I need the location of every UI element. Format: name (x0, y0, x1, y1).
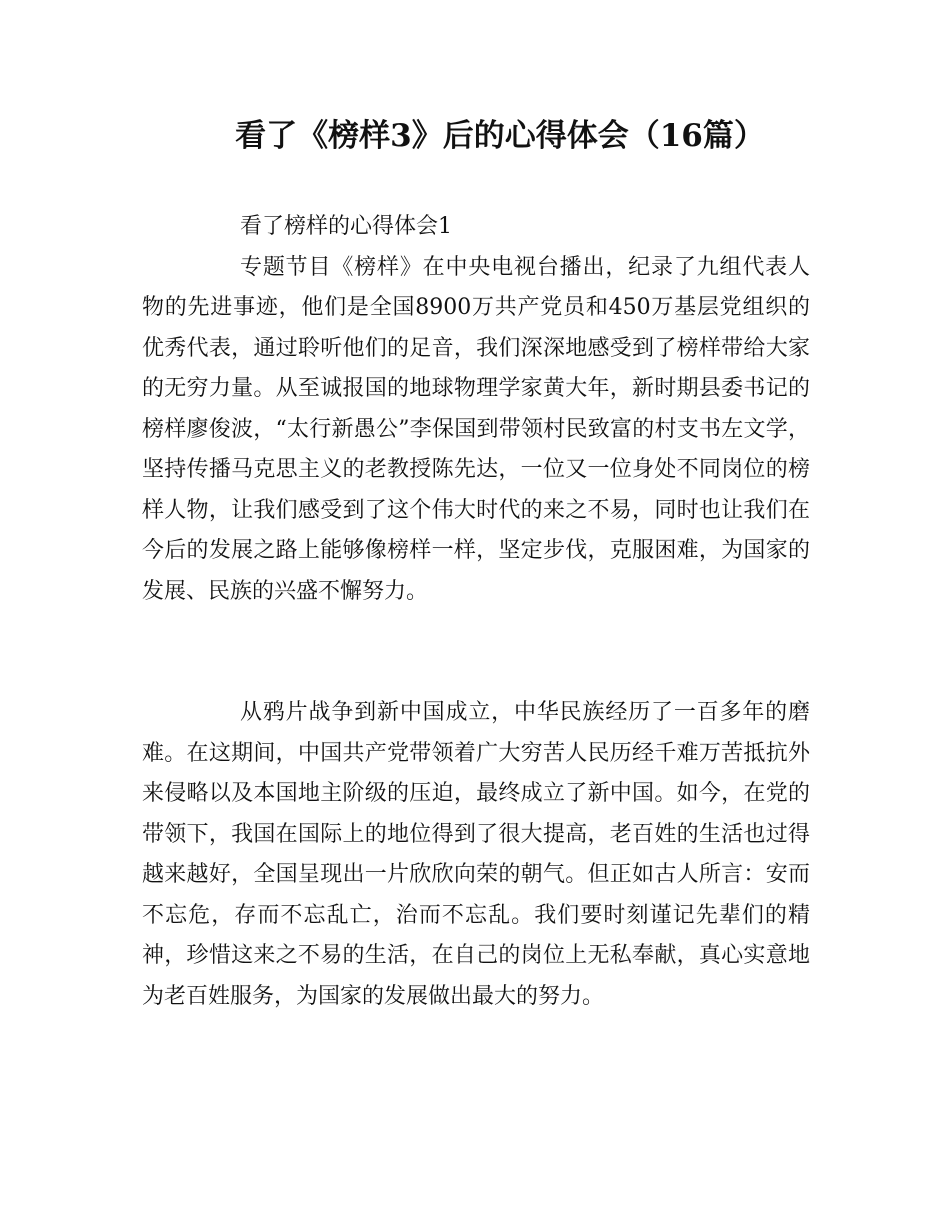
paragraph-spacer (142, 653, 810, 694)
paragraph-1: 专题节目《榜样》在中央电视台播出，纪录了九组代表人物的先进事迹，他们是全国8900万共产党员和450万基层党组织的优秀代表，通过聆听他们的足音，我们深深地感受到了榜样带给大家的无穷力量。从至诚报国的地球物理学家黄大年，新时期县委书记的榜样廖俊波，“太行新愚公”李保国到带领村民致富的村支书左文学，坚持传播马克思主义的老教授陈先达，一位又一位身处不同岗位的榜样人物，让我们感受到了这个伟大时代的来之不易，同时也让我们在今后的发展之路上能够像榜样一样，坚定步伐，克服困难，为国家的发展、民族的兴盛不懈努力。 (142, 254, 810, 604)
paragraph-spacer (142, 612, 810, 653)
document-body (142, 207, 810, 1017)
section-heading: 看了榜样的心得体会1 (240, 214, 452, 239)
paragraph-2: 从鸦片战争到新中国成立，中华民族经历了一百多年的磨难。在这期间，中国共产党带领着广大穷苦人民历经千难万苦抵抗外来侵略以及本国地主阶级的压迫，最终成立了新中国。如今，在党的带领下，我国在国际上的地位得到了很大提高，老百姓的生活也过得越来越好，全国呈现出一片欣欣向荣的朝气。但正如古人所言：安而不忘危，存而不忘乱亡，治而不忘乱。我们要时刻谨记先辈们的精神，珍惜这来之不易的生活，在自己的岗位上无私奉献，真心实意地为老百姓服务，为国家的发展做出最大的努力。 (142, 700, 810, 1009)
document-title: 看了《榜样3》后的心得体会（16篇） (235, 118, 765, 154)
